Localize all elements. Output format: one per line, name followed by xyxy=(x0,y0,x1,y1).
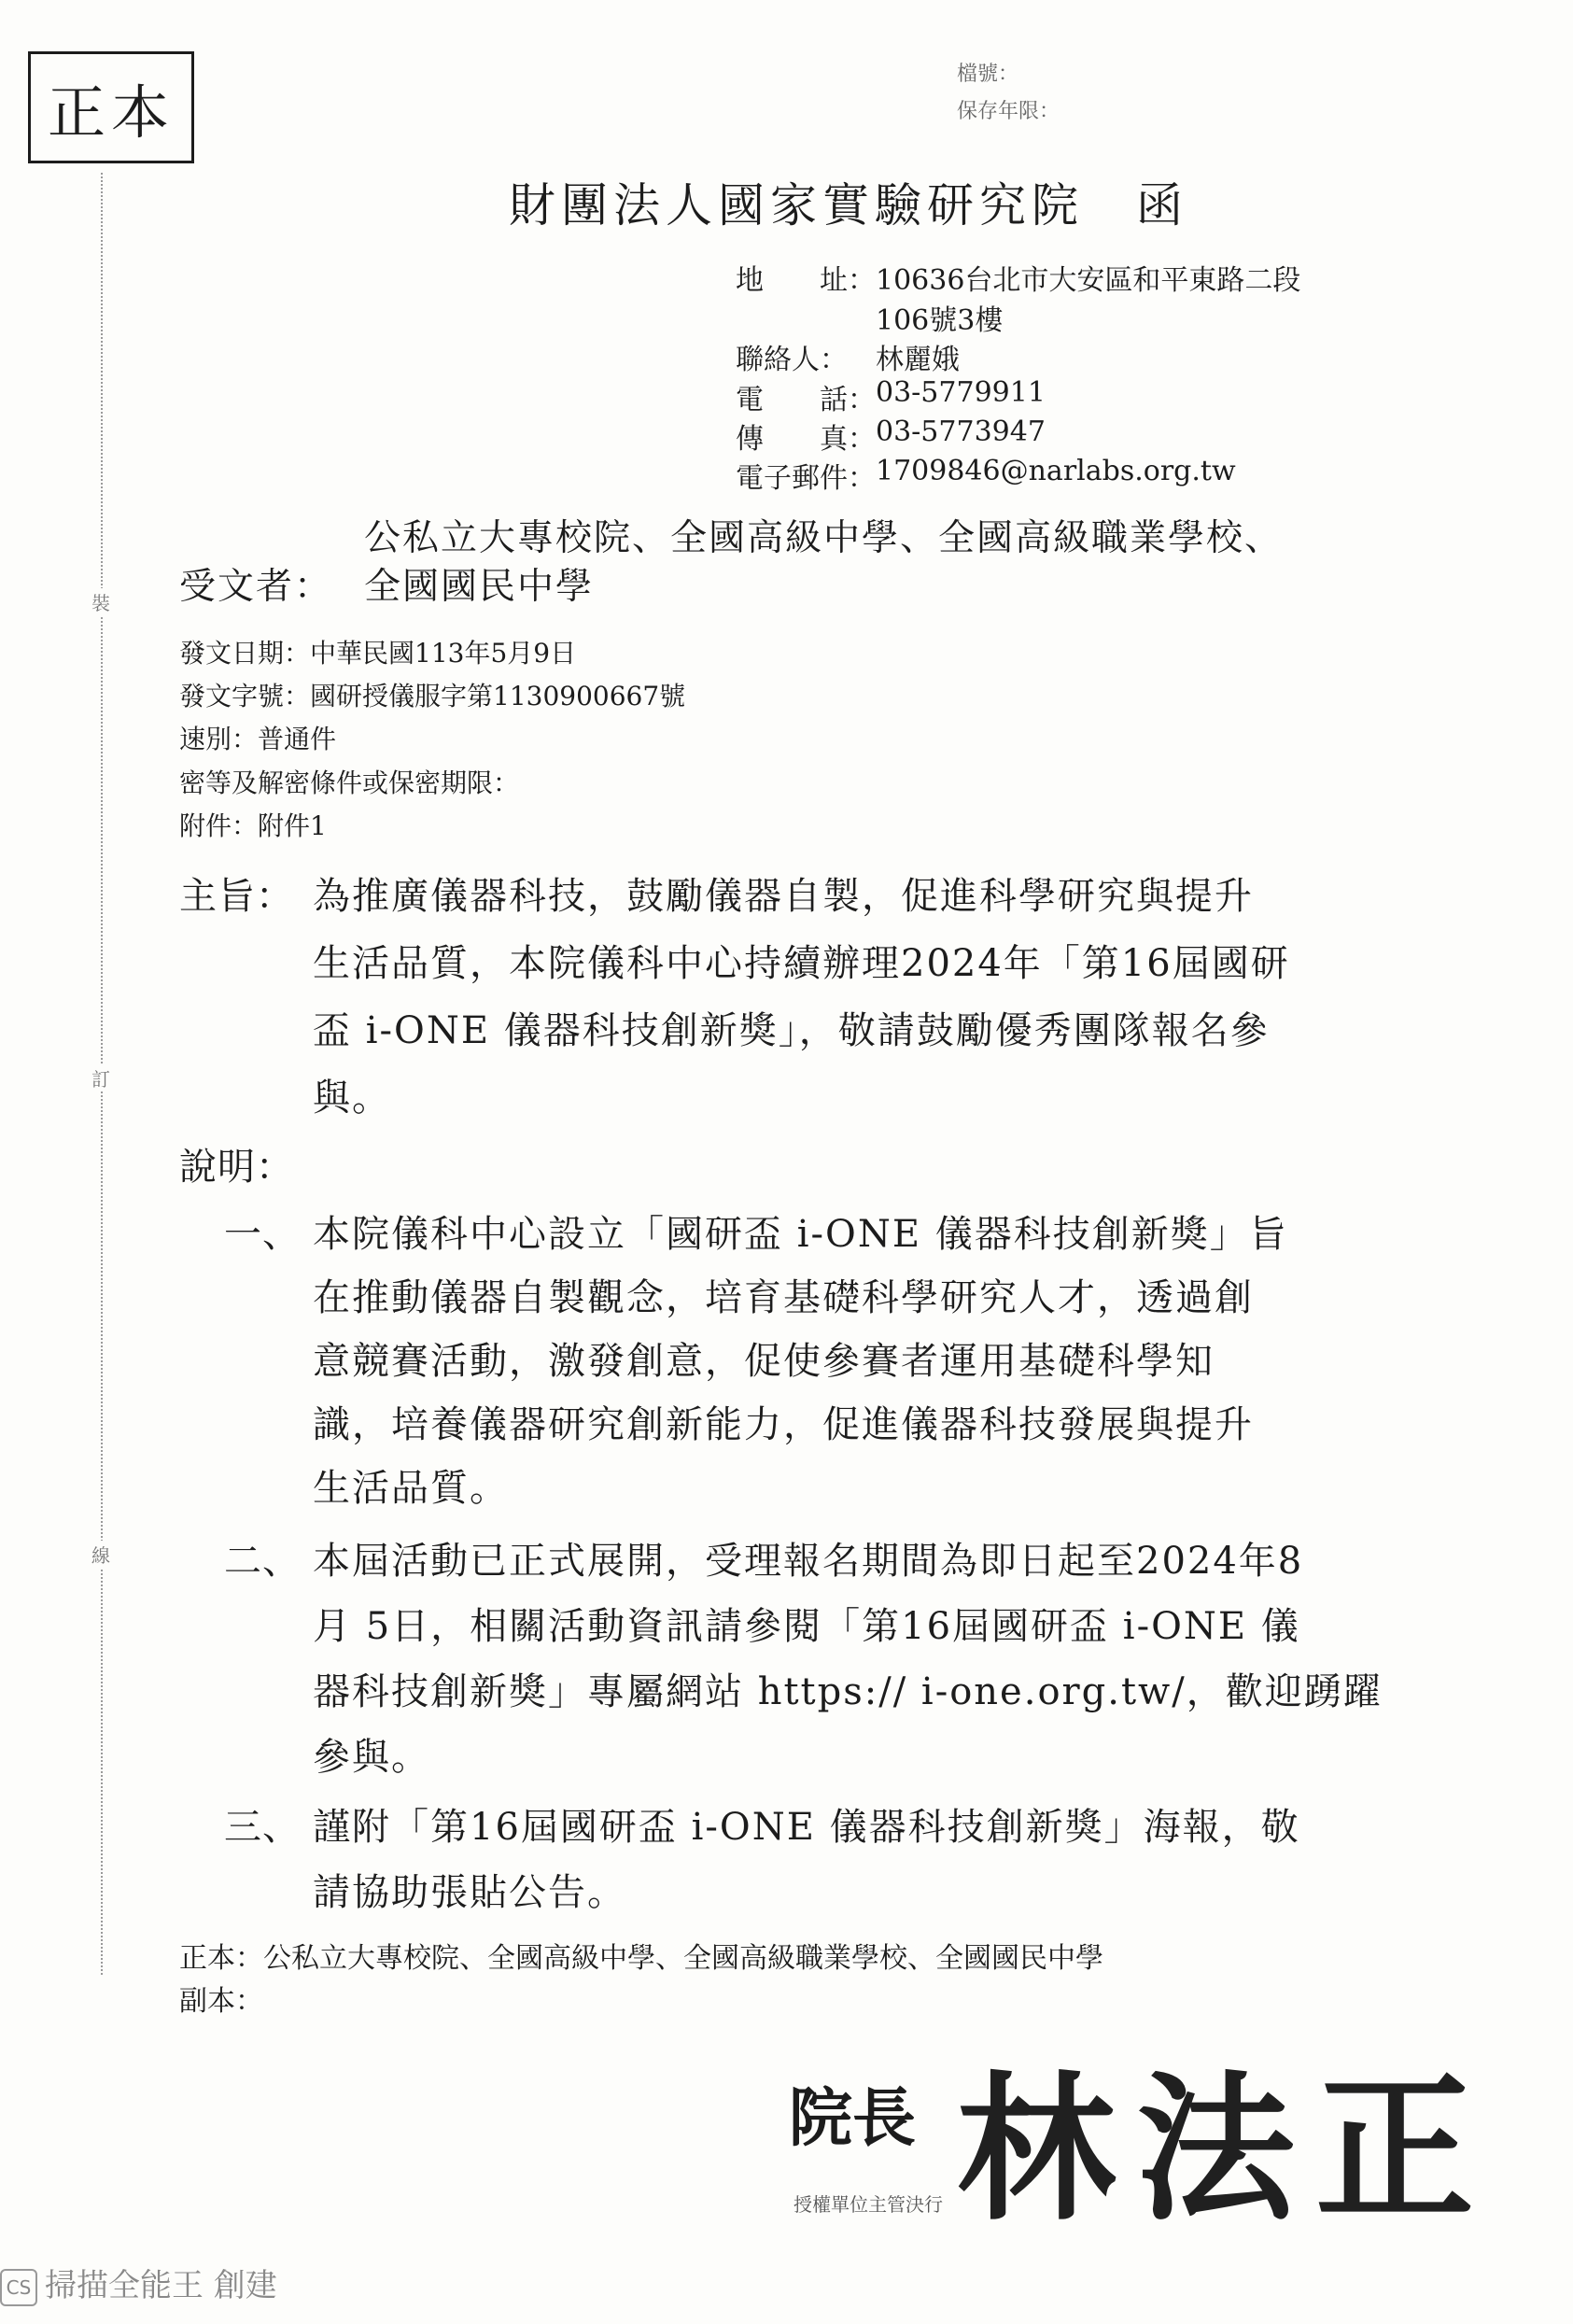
recipient-line-1: 公私立大專校院、全國高級中學、全國高級職業學校、 xyxy=(364,517,1284,559)
document-number: 發文字號：國研授儀服字第1130900667號 xyxy=(179,681,686,711)
item-2-line: 參與。 xyxy=(313,1736,430,1779)
contact-value: 林麗娥 xyxy=(876,344,960,376)
camscanner-logo-icon: CS xyxy=(0,2269,37,2306)
item-number-3: 三、 xyxy=(224,1806,301,1849)
item-number-2: 二、 xyxy=(224,1540,301,1583)
item-3-line: 請協助張貼公告。 xyxy=(313,1871,626,1914)
address-label: 地 址： xyxy=(736,264,876,297)
document-title: 財團法人國家實驗研究院 函 xyxy=(509,178,1188,232)
subject-label: 主旨： xyxy=(179,875,294,918)
binding-mark-top: 裝 xyxy=(91,588,110,615)
retention-period-label: 保存年限： xyxy=(957,100,1060,123)
subject-line: 生活品質，本院儀科中心持續辦理2024年「第16屆國研 xyxy=(313,942,1290,985)
subject-line: 為推廣儀器科技，鼓勵儀器自製，促進科學研究與提升 xyxy=(313,875,1254,918)
scanner-watermark xyxy=(0,2260,277,2306)
phone-value: 03-5779911 xyxy=(876,376,1046,409)
subject-line: 與。 xyxy=(313,1077,391,1120)
contact-label: 聯絡人： xyxy=(736,344,848,376)
signature-title: 院長 xyxy=(789,2081,917,2156)
fax-label: 傳 真： xyxy=(736,423,876,456)
description-label: 說明： xyxy=(179,1146,294,1189)
original-copy-stamp: 正本 xyxy=(28,51,194,163)
original-recipients: 正本：公私立大專校院、全國高級中學、全國高級職業學校、全國國民中學 xyxy=(179,1942,1103,1975)
security-classification: 密等及解密條件或保密期限： xyxy=(179,768,520,798)
item-2-line: 月 5日，相關活動資訊請參閱「第16屆國研盃 i-ONE 儀 xyxy=(313,1605,1300,1648)
item-2-line: 器科技創新獎」專屬網站 https:// i-one.org.tw/，歡迎踴躍 xyxy=(313,1670,1383,1713)
address-line-1: 10636台北市大安區和平東路二段 xyxy=(876,264,1301,297)
email-label: 電子郵件： xyxy=(736,462,876,495)
binding-mark-middle: 訂 xyxy=(91,1064,110,1092)
item-1-line: 本院儀科中心設立「國研盃 i-ONE 儀器科技創新獎」旨 xyxy=(313,1213,1288,1256)
file-number-label: 檔號： xyxy=(957,63,1019,86)
scanner-watermark-text: 掃描全能王 創建 xyxy=(45,2267,277,2304)
issue-date: 發文日期：中華民國113年5月9日 xyxy=(179,638,577,669)
item-1-line: 意競賽活動，激發創意，促使參賽者運用基礎科學知 xyxy=(313,1340,1215,1383)
attachment: 附件：附件1 xyxy=(179,810,327,841)
copy-recipients: 副本： xyxy=(179,1985,263,2018)
fax-value: 03-5773947 xyxy=(876,416,1046,448)
item-1-line: 識，培養儀器研究創新能力，促進儀器科技發展與提升 xyxy=(313,1403,1254,1446)
subject-line: 盃 i-ONE 儀器科技創新獎」，敬請鼓勵優秀團隊報名參 xyxy=(313,1009,1270,1052)
recipient-label: 受文者： xyxy=(179,566,333,608)
item-3-line: 謹附「第16屆國研盃 i-ONE 儀器科技創新獎」海報，敬 xyxy=(313,1806,1300,1849)
phone-label: 電 話： xyxy=(736,384,876,416)
address-line-2: 106號3樓 xyxy=(876,304,1004,337)
item-1-line: 在推動儀器自製觀念，培育基礎科學研究人才，透過創 xyxy=(313,1276,1254,1319)
binding-mark-bottom: 線 xyxy=(91,1541,110,1568)
item-2-line: 本屆活動已正式展開，受理報名期間為即日起至2024年8 xyxy=(313,1540,1304,1583)
authorization-note: 授權單位主管決行 xyxy=(794,2193,943,2216)
delivery-speed: 速別：普通件 xyxy=(179,724,337,754)
signature-name: 林法正 xyxy=(957,2056,1496,2243)
recipient-line-2: 全國國民中學 xyxy=(364,566,595,608)
email-value: 1709846@narlabs.org.tw xyxy=(876,455,1236,487)
item-1-line: 生活品質。 xyxy=(313,1467,509,1510)
item-number-1: 一、 xyxy=(224,1213,301,1256)
